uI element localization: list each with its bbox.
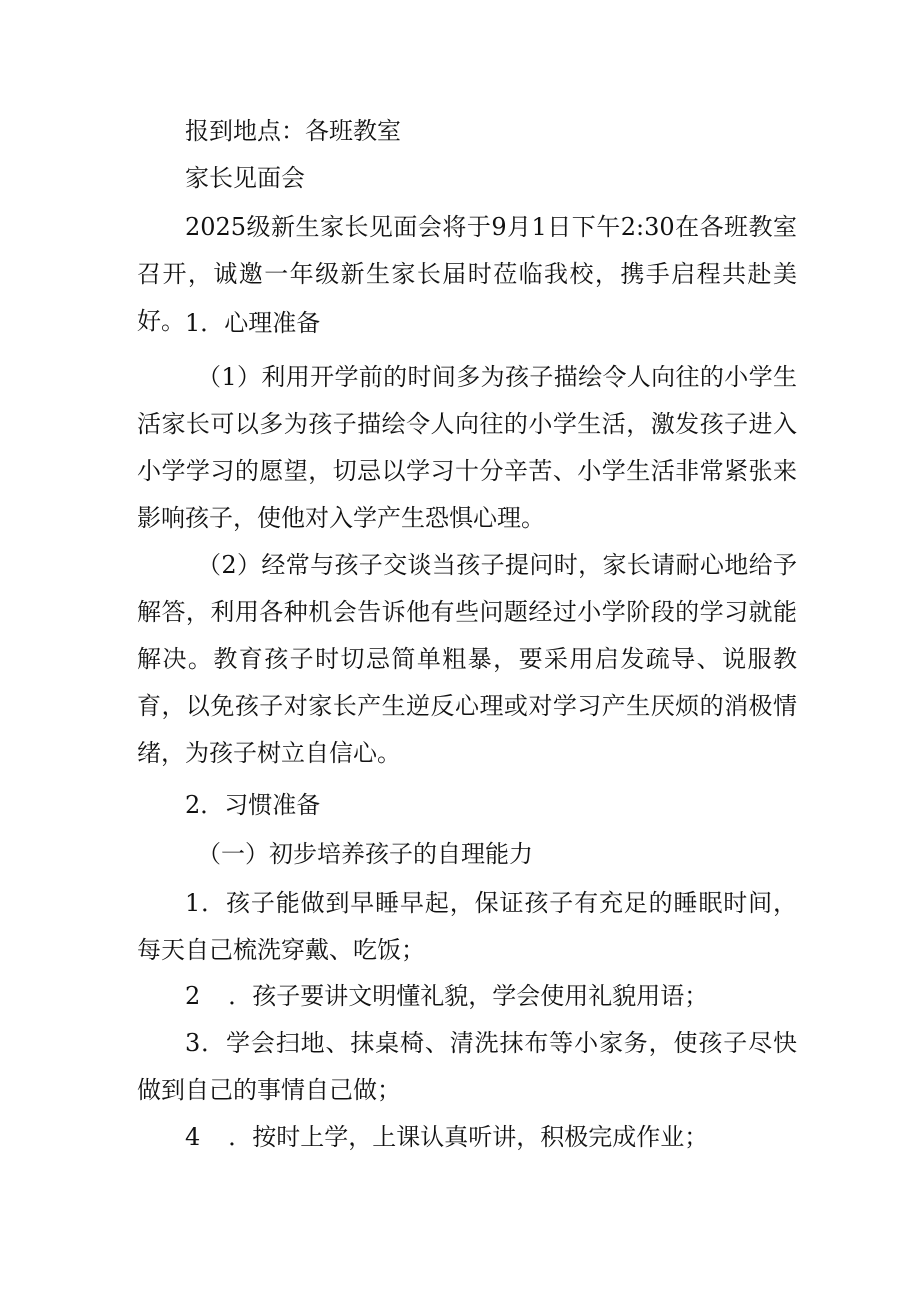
habit-item-3: 3．学会扫地、抹桌椅、清洗抹布等小家务，使孩子尽快做到自己的事情自己做； [137, 1029, 797, 1104]
habit-item-4-number: 4 [185, 1123, 201, 1151]
heading-habit-preparation: 2．习惯准备 [185, 791, 321, 819]
habit-item-1: 1．孩子能做到早睡早起，保证孩子有充足的睡眠时间，每天自己梳洗穿戴、吃饭； [137, 889, 797, 964]
psychological-item-1: （1）利用开学前的时间多为孩子描绘令人向往的小学生活家长可以多为孩子描绘令人向往的小学生活，激发孩子进入小学学习的愿望，切忌以学习十分辛苦、小学生活非常紧张来影响孩子，使他对入学产生恐惧心理。 [137, 363, 797, 532]
meeting-announcement: 2025级新生家长见面会将于9月1日下午2:30在各班教室召开，诚邀一年级新生家长届时莅临我校，携手启程共赴美好。 [137, 213, 797, 335]
habit-item-2 [137, 973, 797, 1020]
habit-item-2-text: ．孩子要讲文明懂礼貌，学会使用礼貌用语； [228, 982, 709, 1010]
habit-item-4-text: ．按时上学，上课认真听讲，积极完成作业； [228, 1123, 709, 1151]
habit-item-2-number: 2 [185, 982, 201, 1010]
habit-item-4 [137, 1114, 797, 1161]
heading-psychological-preparation: 1．心理准备 [185, 309, 321, 337]
psychological-item-2: （2）经常与孩子交谈当孩子提问时，家长请耐心地给予解答，利用各种机会告诉他有些问题经过小学阶段的学习就能解决。教育孩子时切忌简单粗暴，要采用启发疏导、说服教育，以免孩子对家长产生逆反心理或对学习产生厌烦的消极情绪，为孩子树立自信心。 [137, 551, 797, 767]
registration-location: 报到地点：各班教室 [185, 117, 401, 145]
subheading-self-care: （一）初步培养孩子的自理能力 [197, 840, 533, 868]
section-heading-parent-meeting: 家长见面会 [185, 164, 305, 192]
